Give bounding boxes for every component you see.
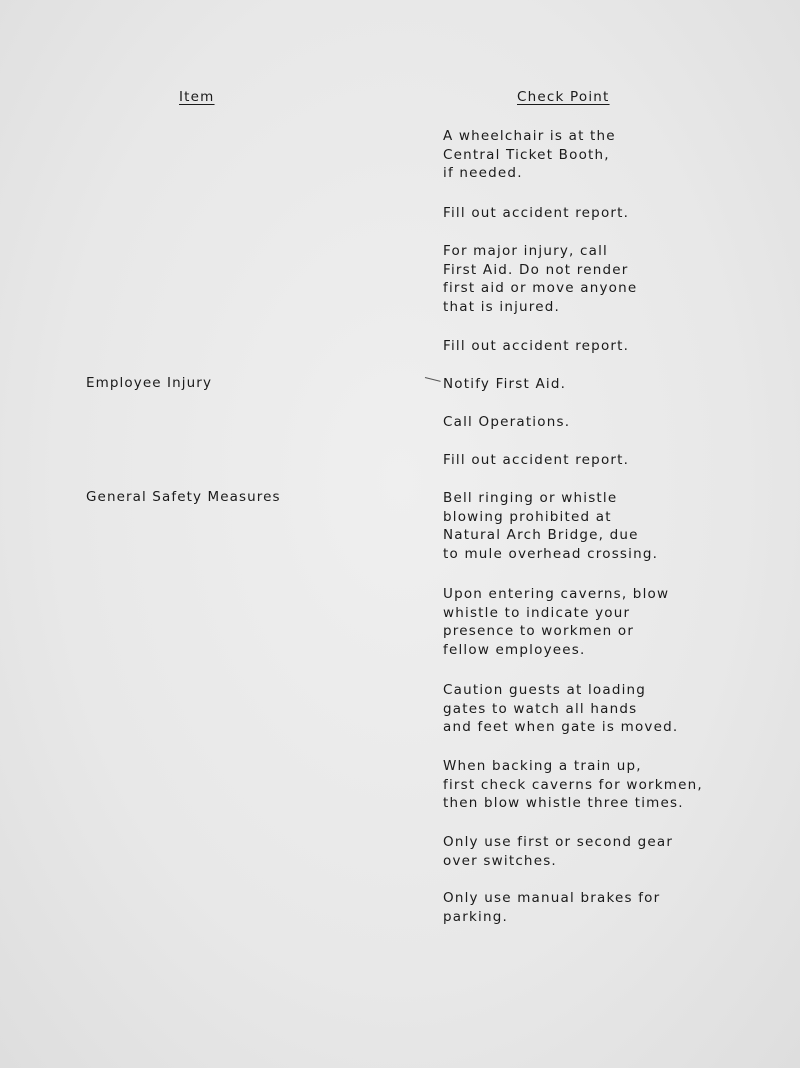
check-point-line: that is injured.	[443, 298, 561, 315]
check-point-line: presence to workmen or	[443, 623, 635, 640]
check-point-line: First Aid. Do not render	[443, 261, 629, 278]
check-point-line: parking.	[443, 908, 508, 925]
check-point-column-header: Check Point	[517, 89, 610, 105]
check-point-line: blowing prohibited at	[443, 508, 612, 525]
check-point-entry	[443, 375, 793, 394]
check-point-line: Call Operations.	[443, 414, 571, 430]
check-point-line: Fill out accident report.	[443, 338, 630, 354]
check-point-line: Caution guests at loading	[443, 682, 647, 698]
check-point-line: Upon entering caverns, blow	[443, 586, 670, 602]
check-point-line: Natural Arch Bridge, due	[443, 527, 639, 544]
check-point-entry	[443, 451, 793, 470]
check-point-entry	[443, 127, 793, 183]
check-point-line: to mule overhead crossing.	[443, 545, 659, 562]
check-point-entry	[443, 337, 793, 356]
item-employee-injury: Employee Injury	[86, 375, 213, 391]
item-general-safety-measures: General Safety Measures	[86, 489, 281, 505]
check-point-line: For major injury, call	[443, 243, 608, 259]
check-point-line: Bell ringing or whistle	[443, 490, 618, 506]
pencil-tick-mark	[425, 377, 441, 382]
check-point-line: Fill out accident report.	[443, 452, 630, 468]
check-point-line: Fill out accident report.	[443, 205, 630, 221]
check-point-line: whistle to indicate your	[443, 604, 631, 621]
check-point-line: fellow employees.	[443, 641, 586, 658]
check-point-line: Notify First Aid.	[443, 376, 567, 392]
item-column-header: Item	[179, 89, 215, 105]
check-point-line: and feet when gate is moved.	[443, 719, 679, 736]
check-point-line: When backing a train up,	[443, 758, 642, 774]
check-point-entry	[443, 757, 793, 813]
check-point-entry	[443, 413, 793, 432]
check-point-line: first check caverns for workmen,	[443, 776, 703, 793]
check-point-line: first aid or move anyone	[443, 280, 638, 297]
check-point-line: Central Ticket Booth,	[443, 146, 610, 163]
check-point-line: then blow whistle three times.	[443, 795, 684, 812]
check-point-line: gates to watch all hands	[443, 700, 638, 717]
check-point-entry	[443, 489, 793, 563]
check-point-line: Only use first or second gear	[443, 834, 674, 850]
check-point-line: A wheelchair is at the	[443, 128, 616, 144]
check-point-entry	[443, 681, 793, 737]
check-point-entry	[443, 889, 793, 926]
check-point-entry	[443, 833, 793, 870]
check-point-line: if needed.	[443, 165, 523, 182]
check-point-line: Only use manual brakes for	[443, 890, 661, 906]
check-point-line: over switches.	[443, 852, 557, 869]
check-point-entry	[443, 585, 793, 659]
check-point-entry	[443, 242, 793, 316]
check-point-entry	[443, 204, 793, 223]
